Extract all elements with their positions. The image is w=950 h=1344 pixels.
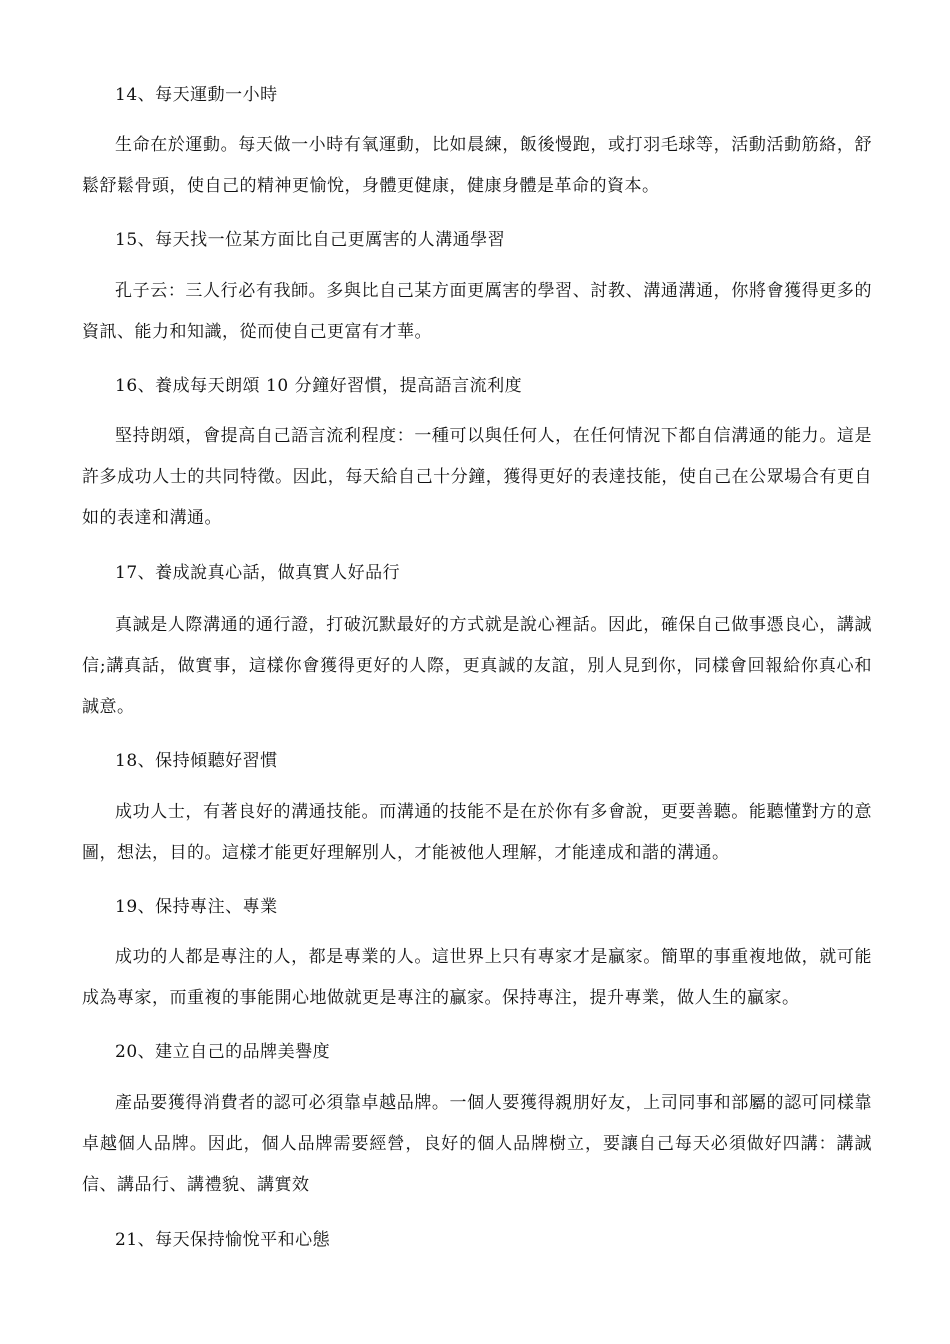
section-heading-20: 20、建立自己的品牌美譽度 — [115, 1042, 331, 1062]
section-body-16: 堅持朗頌，會提高自己語言流利程度：一種可以與任何人，在任何情況下都自信溝通的能力。這是許多成功人士的共同特徵。因此，每天給自己十分鐘，獲得更好的表達技能，使自己在公眾場合有更自如的表達和溝通。 — [82, 426, 872, 528]
section-body-20: 產品要獲得消費者的認可必須靠卓越品牌。一個人要獲得親朋好友，上司同事和部屬的認可同樣靠卓越個人品牌。因此，個人品牌需要經營，良好的個人品牌樹立，要讓自己每天必須做好四講：講誠信、講品行、講禮貌、講實效 — [82, 1093, 872, 1195]
section-body-17: 真誠是人際溝通的通行證，打破沉默最好的方式就是說心裡話。因此，確保自己做事憑良心，講誠信;講真話，做實事，這樣你會獲得更好的人際，更真誠的友誼，別人見到你，同樣會回報給你真心和誠意。 — [82, 615, 872, 717]
section-heading-19: 19、保持專注、專業 — [115, 897, 278, 917]
section-heading-16: 16、養成每天朗頌 10 分鐘好習慣，提高語言流利度 — [115, 376, 523, 396]
section-heading-18: 18、保持傾聽好習慣 — [115, 751, 278, 771]
section-heading-15: 15、每天找一位某方面比自己更厲害的人溝通學習 — [115, 230, 506, 250]
section-heading-14: 14、每天運動一小時 — [115, 85, 278, 105]
section-body-14: 生命在於運動。每天做一小時有氧運動，比如晨練，飯後慢跑，或打羽毛球等，活動活動筋絡，舒鬆舒鬆骨頭，使自己的精神更愉悅，身體更健康，健康身體是革命的資本。 — [82, 135, 872, 196]
section-body-18: 成功人士，有著良好的溝通技能。而溝通的技能不是在於你有多會說，更要善聽。能聽懂對方的意圖，想法，目的。這樣才能更好理解別人，才能被他人理解，才能達成和諧的溝通。 — [82, 802, 872, 863]
section-body-15: 孔子云：三人行必有我師。多與比自己某方面更厲害的學習、討教、溝通溝通，你將會獲得更多的資訊、能力和知識，從而使自己更富有才華。 — [82, 281, 872, 342]
section-body-19: 成功的人都是專注的人，都是專業的人。這世界上只有專家才是贏家。簡單的事重複地做，就可能成為專家，而重複的事能開心地做就更是專注的贏家。保持專注，提升專業，做人生的贏家。 — [82, 947, 872, 1008]
section-heading-21: 21、每天保持愉悅平和心態 — [115, 1230, 331, 1250]
section-heading-17: 17、養成說真心話，做真實人好品行 — [115, 563, 401, 583]
